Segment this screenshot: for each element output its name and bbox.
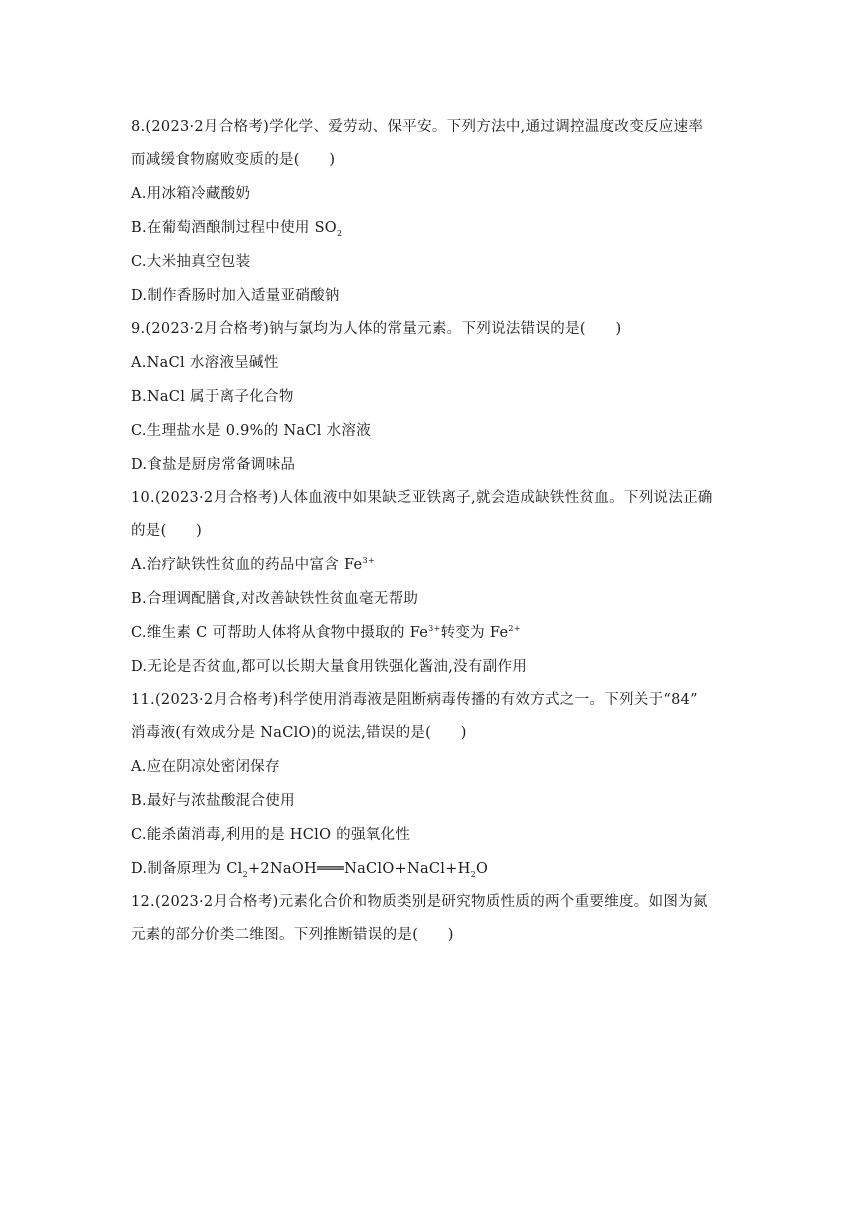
question-10-option-b: B.合理调配膳食,对改善缺铁性贫血毫无帮助: [131, 591, 419, 607]
document-page: [131, 111, 741, 952]
question-9-option-d: D.食盐是厨房常备调味品: [131, 457, 296, 473]
question-11-option-c: C.能杀菌消毒,利用的是 HClO 的强氧化性: [131, 827, 411, 843]
question-10-option-a: [131, 548, 741, 582]
question-8-stem-line2: 而减缓食物腐败变质的是( ): [131, 152, 336, 168]
question-11-option-d-text2: +2NaOH═══NaClO+NaCl+H: [247, 861, 471, 877]
question-12-stem-line2: 元素的部分价类二维图。下列推断错误的是( ): [131, 927, 454, 943]
question-10-option-c-superscript1: 3+: [428, 624, 441, 634]
question-11-option-d: [131, 852, 741, 886]
question-8-option-a: A.用冰箱冷藏酸奶: [131, 186, 251, 202]
question-11-option-d-text3: O: [476, 861, 489, 877]
question-11-option-d-subscript2: 2: [470, 869, 477, 879]
question-12-stem-line1: 12.(2023·2月合格考)元素化合价和物质类别是研究物质性质的两个重要维度。如图为氮: [131, 894, 708, 910]
question-8-option-c: C.大米抽真空包装: [131, 254, 251, 270]
question-10-option-d: D.无论是否贫血,都可以长期大量食用铁强化酱油,没有副作用: [131, 659, 528, 675]
question-10-option-c-text2: 转变为 Fe: [440, 625, 509, 641]
question-8-option-d: D.制作香肠时加入适量亚硝酸钠: [131, 288, 340, 304]
question-8-option-b-subscript: 2: [337, 228, 343, 238]
question-9-option-c: C.生理盐水是 0.9%的 NaCl 水溶液: [131, 423, 372, 439]
question-8-stem-line1: 8.(2023·2月合格考)学化学、爱劳动、保平安。下列方法中,通过调控温度改变反应速率: [131, 119, 704, 135]
question-10-option-a-text: A.治疗缺铁性贫血的药品中富含 Fe: [131, 557, 363, 573]
question-11-option-a: A.应在阴凉处密闭保存: [131, 759, 280, 775]
question-8-option-b-text: B.在葡萄酒酿制过程中使用 SO: [131, 220, 337, 236]
question-9: [131, 313, 741, 482]
question-11-option-b: B.最好与浓盐酸混合使用: [131, 793, 295, 809]
question-10-stem-line2: 的是( ): [131, 523, 203, 539]
question-9-option-a: A.NaCl 水溶液呈碱性: [131, 355, 279, 371]
question-9-option-b: B.NaCl 属于离子化合物: [131, 389, 294, 405]
question-8-option-b: [131, 211, 741, 245]
question-11-option-d-text1: D.制备原理为 Cl: [131, 861, 243, 877]
question-10-stem-line1: 10.(2023·2月合格考)人体血液中如果缺乏亚铁离子,就会造成缺铁性贫血。下列说法正确: [131, 490, 713, 506]
question-10-option-a-superscript: 3+: [362, 556, 375, 566]
question-10: [131, 482, 741, 684]
question-11-stem-line2: 消毒液(有效成分是 NaClO)的说法,错误的是( ): [131, 725, 467, 741]
question-10-option-c-superscript2: 2+: [508, 624, 521, 634]
question-11: [131, 684, 741, 886]
question-11-option-d-subscript1: 2: [242, 869, 248, 879]
question-9-stem-line1: 9.(2023·2月合格考)钠与氯均为人体的常量元素。下列说法错误的是( ): [131, 321, 622, 337]
question-11-stem-line1: 11.(2023·2月合格考)科学使用消毒液是阻断病毒传播的有效方式之一。下列关于“84”: [131, 692, 698, 708]
question-8: [131, 111, 741, 313]
question-10-option-c: [131, 616, 741, 650]
question-10-option-c-text1: C.维生素 C 可帮助人体将从食物中摄取的 Fe: [131, 625, 429, 641]
question-12: [131, 886, 741, 952]
